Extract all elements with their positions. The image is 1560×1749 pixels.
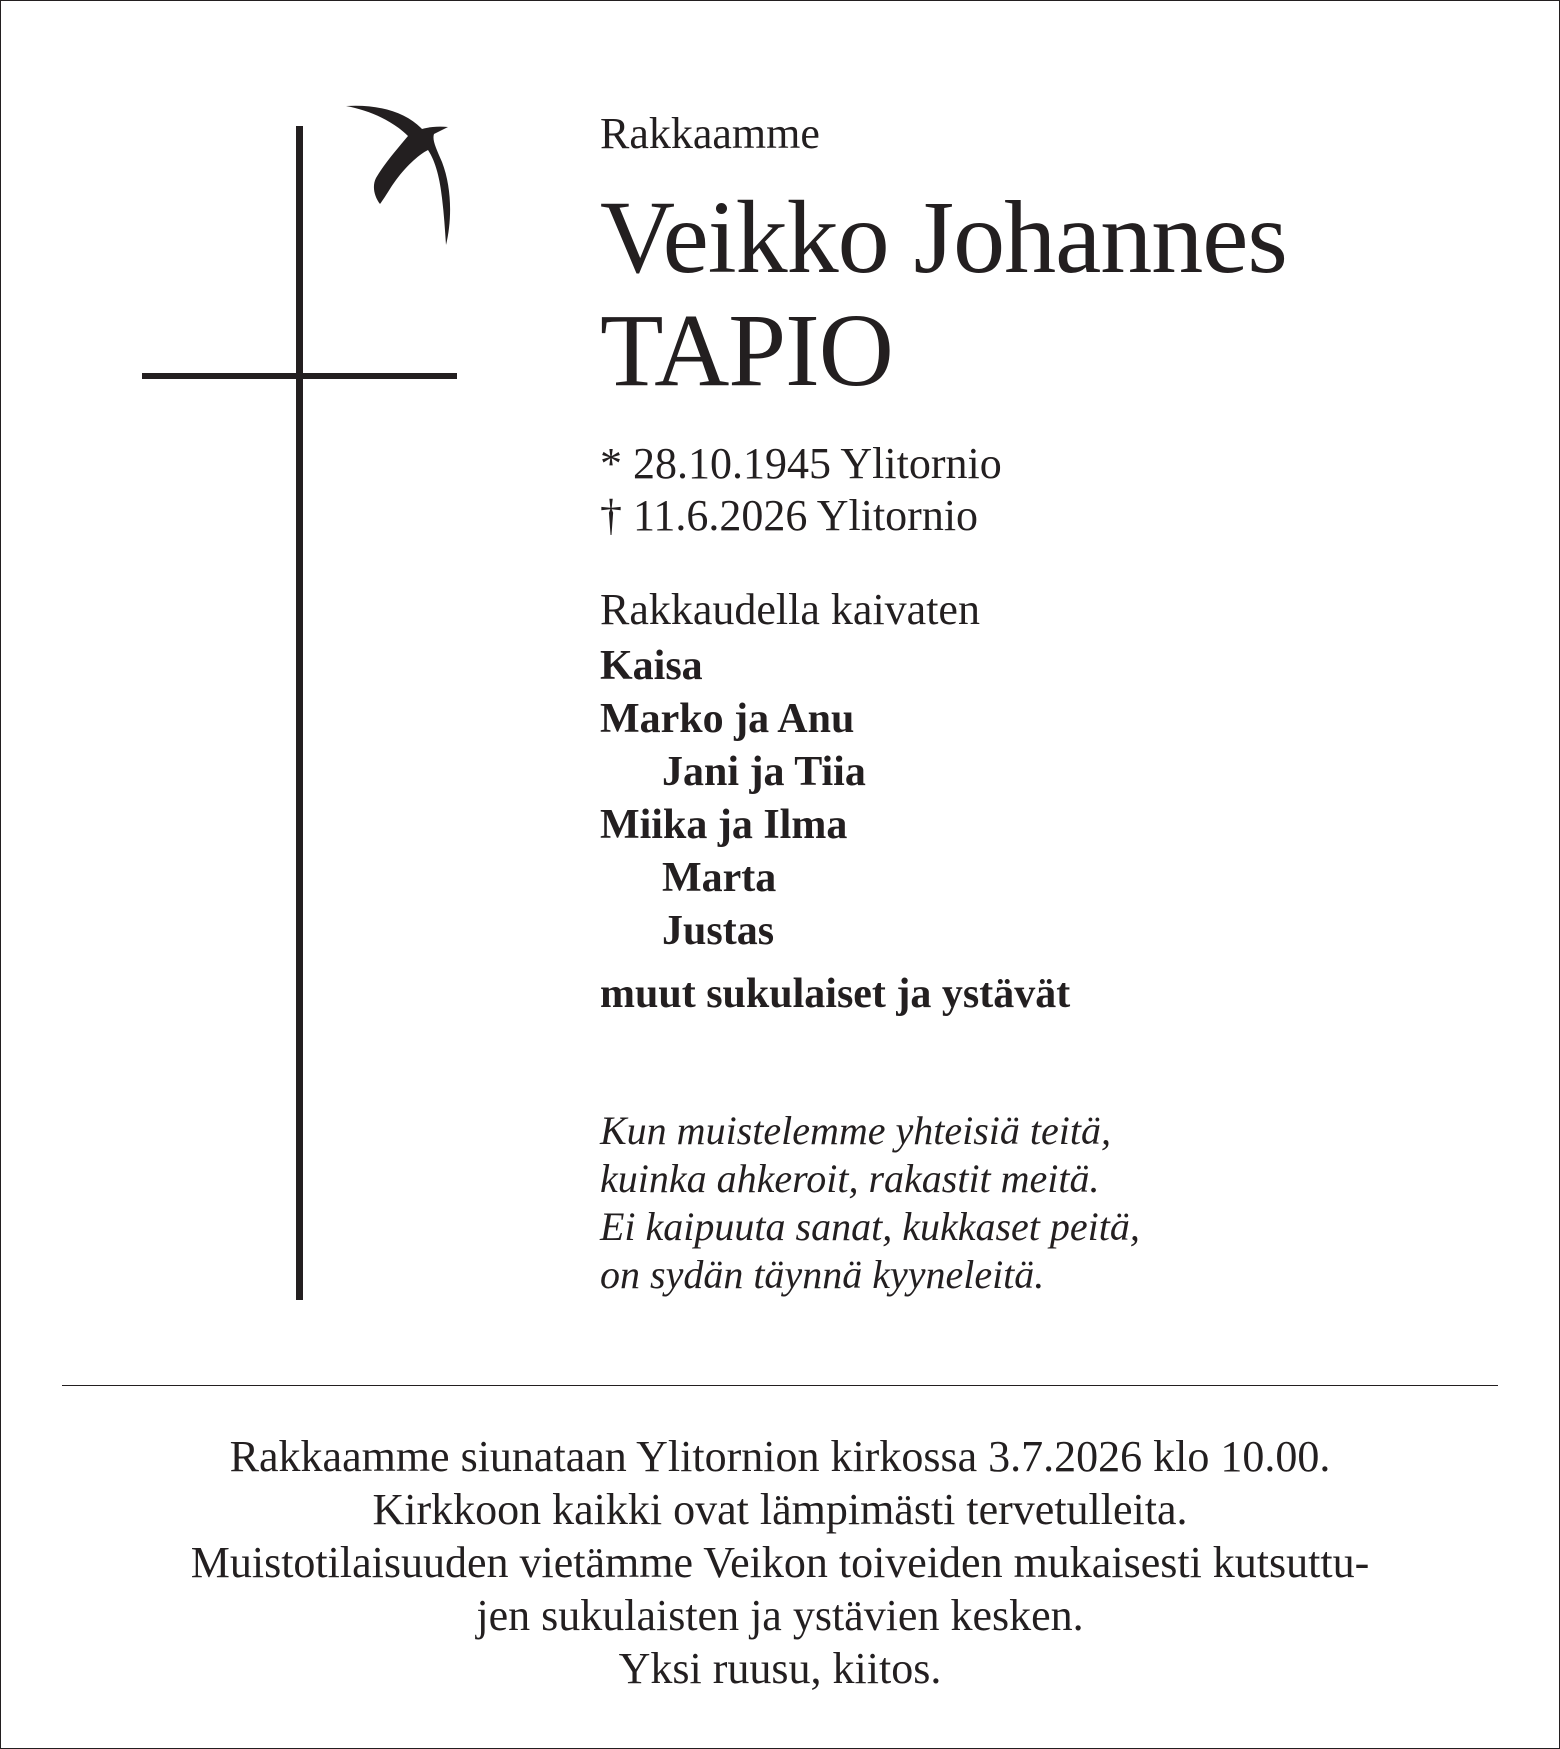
poem-line: Ei kaipuuta sanat, kukkaset peitä,: [600, 1204, 1140, 1249]
funeral-info: [40, 1430, 1520, 1695]
cross-icon: [296, 126, 303, 1300]
death-date: † 11.6.2026 Ylitornio: [600, 491, 979, 540]
mourner: Jani ja Tiia: [662, 749, 866, 795]
birth-date: * 28.10.1945 Ylitornio: [600, 439, 1002, 488]
mourner: Justas: [662, 908, 775, 954]
mourning-intro: Rakkaudella kaivaten: [600, 585, 980, 634]
funeral-line: Yksi ruusu, kiitos.: [618, 1644, 942, 1693]
notice-intro: Rakkaamme: [600, 109, 820, 158]
section-divider: [62, 1385, 1498, 1386]
deceased-first-names: Veikko Johannes: [600, 180, 1287, 295]
notice-main-text: [600, 106, 1500, 1299]
swallow-icon: [310, 100, 460, 250]
cross-icon-crossbar: [142, 373, 457, 379]
poem-line: Kun muistelemme yhteisiä teitä,: [600, 1108, 1112, 1153]
mourner: Miika ja Ilma: [600, 802, 848, 848]
mourner: Marko ja Anu: [600, 696, 855, 742]
funeral-line: jen sukulaisten ja ystävien kesken.: [476, 1591, 1084, 1640]
mourner: Marta: [662, 855, 777, 901]
funeral-line: Rakkaamme siunataan Ylitornion kirkossa 3.7.2026 klo 10.00.: [229, 1432, 1331, 1481]
deceased-surname: TAPIO: [600, 293, 893, 408]
life-dates: [600, 438, 1500, 542]
funeral-line: Muistotilaisuuden vietämme Veikon toiveiden mukaisesti kutsuttu-: [190, 1538, 1370, 1587]
mourners-list: [600, 640, 1500, 1021]
poem-line: kuinka ahkeroit, rakastit meitä.: [600, 1156, 1100, 1201]
poem-line: on sydän täynnä kyyneleitä.: [600, 1252, 1045, 1297]
notice-symbols: [130, 100, 470, 1310]
mourner: Kaisa: [600, 643, 703, 689]
mourner-others: muut sukulaiset ja ystävät: [600, 971, 1071, 1017]
funeral-line: Kirkkoon kaikki ovat lämpimästi tervetulleita.: [372, 1485, 1188, 1534]
memorial-poem: [600, 1107, 1500, 1299]
